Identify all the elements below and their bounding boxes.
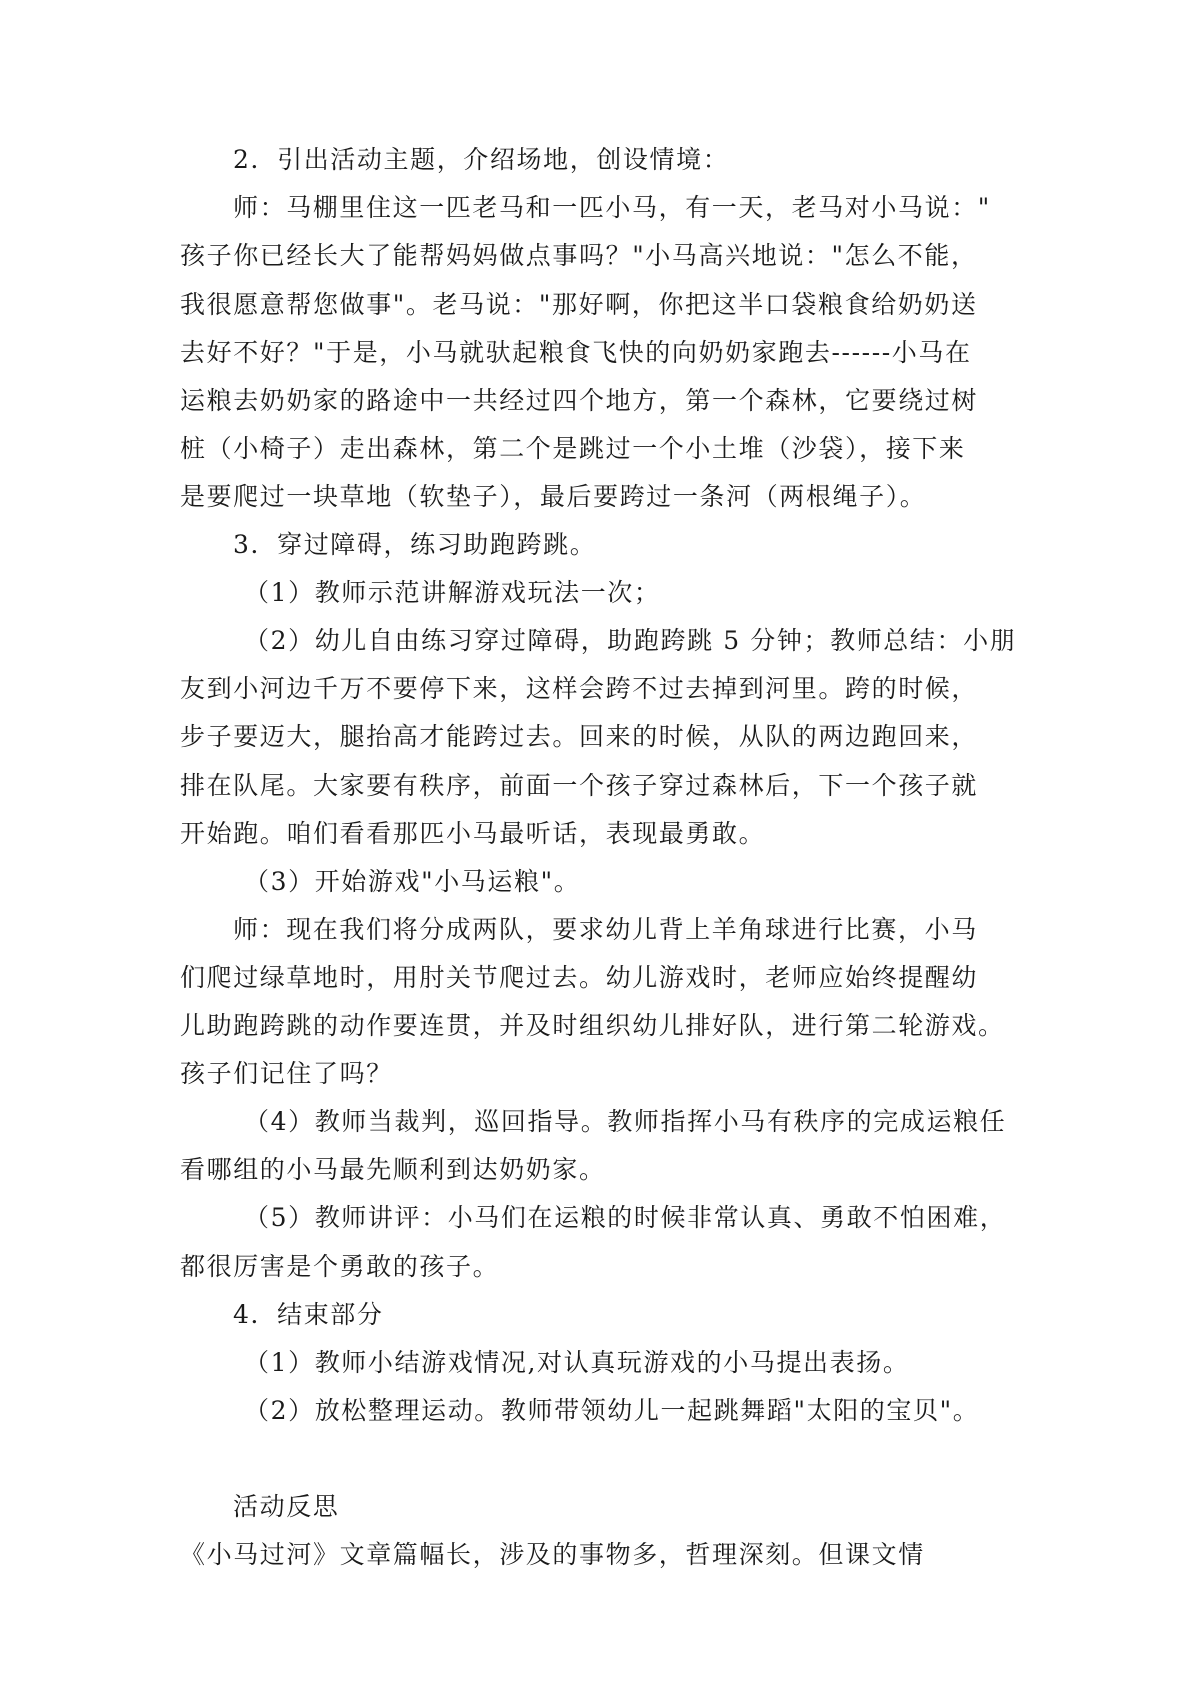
section-heading: 活动反思 xyxy=(233,1492,340,1521)
paragraph-line: 步子要迈大，腿抬高才能跨过去。回来的时候，从队的两边跑回来， xyxy=(180,722,979,751)
paragraph-line: （2）幼儿自由练习穿过障碍，助跑跨跳 5 分钟；教师总结：小朋 xyxy=(244,626,1017,655)
paragraph-line: （2）放松整理运动。教师带领幼儿一起跳舞蹈"太阳的宝贝"。 xyxy=(244,1396,980,1425)
paragraph-line: （4）教师当裁判，巡回指导。教师指挥小马有秩序的完成运粮任 xyxy=(244,1107,1007,1136)
paragraph-line: （1）教师示范讲解游戏玩法一次； xyxy=(244,578,661,607)
paragraph-line: 开始跑。咱们看看那匹小马最听话，表现最勇敢。 xyxy=(180,819,766,848)
paragraph-line: 师：马棚里住这一匹老马和一匹小马，有一天，老马对小马说：" xyxy=(233,193,991,222)
paragraph-line: 我很愿意帮您做事"。老马说："那好啊，你把这半口袋粮食给奶奶送 xyxy=(180,290,978,319)
paragraph-line: 师：现在我们将分成两队，要求幼儿背上羊角球进行比赛，小马 xyxy=(233,915,978,944)
paragraph-line: 友到小河边千万不要停下来，这样会跨不过去掉到河里。跨的时候， xyxy=(180,674,979,703)
paragraph-line: 孩子们记住了吗？ xyxy=(180,1059,393,1088)
paragraph-line: 去好不好？"于是，小马就驮起粮食飞快的向奶奶家跑去------小马在 xyxy=(180,338,972,367)
paragraph-line: 排在队尾。大家要有秩序，前面一个孩子穿过森林后，下一个孩子就 xyxy=(180,771,979,800)
section-heading: 3．穿过障碍，练习助跑跨跳。 xyxy=(233,530,597,559)
paragraph-line: 儿助跑跨跳的动作要连贯，并及时组织幼儿排好队，进行第二轮游戏。 xyxy=(180,1011,1005,1040)
paragraph-line: （1）教师小结游戏情况,对认真玩游戏的小马提出表扬。 xyxy=(244,1348,910,1377)
paragraph-line: 都很厉害是个勇敢的孩子。 xyxy=(180,1252,500,1281)
section-heading: 4．结束部分 xyxy=(233,1300,384,1329)
paragraph-line: 看哪组的小马最先顺利到达奶奶家。 xyxy=(180,1155,606,1184)
paragraph-line: 2．引出活动主题，介绍场地，创设情境： xyxy=(233,145,730,174)
paragraph-line: （5）教师讲评：小马们在运粮的时候非常认真、勇敢不怕困难， xyxy=(244,1203,1007,1232)
paragraph-line: 们爬过绿草地时，用肘关节爬过去。幼儿游戏时，老师应始终提醒幼 xyxy=(180,963,979,992)
paragraph-line: 孩子你已经长大了能帮妈妈做点事吗？"小马高兴地说："怎么不能， xyxy=(180,241,978,270)
paragraph-line: 《小马过河》文章篇幅长，涉及的事物多，哲理深刻。但课文情 xyxy=(180,1540,925,1569)
paragraph-line: （3）开始游戏"小马运粮"。 xyxy=(244,867,581,896)
paragraph-line: 是要爬过一块草地（软垫子），最后要跨过一条河（两根绳子）。 xyxy=(180,482,927,511)
paragraph-line: 桩（小椅子）走出森林，第二个是跳过一个小土堆（沙袋），接下来 xyxy=(180,434,966,463)
paragraph-line: 运粮去奶奶家的路途中一共经过四个地方，第一个森林，它要绕过树 xyxy=(180,386,979,415)
